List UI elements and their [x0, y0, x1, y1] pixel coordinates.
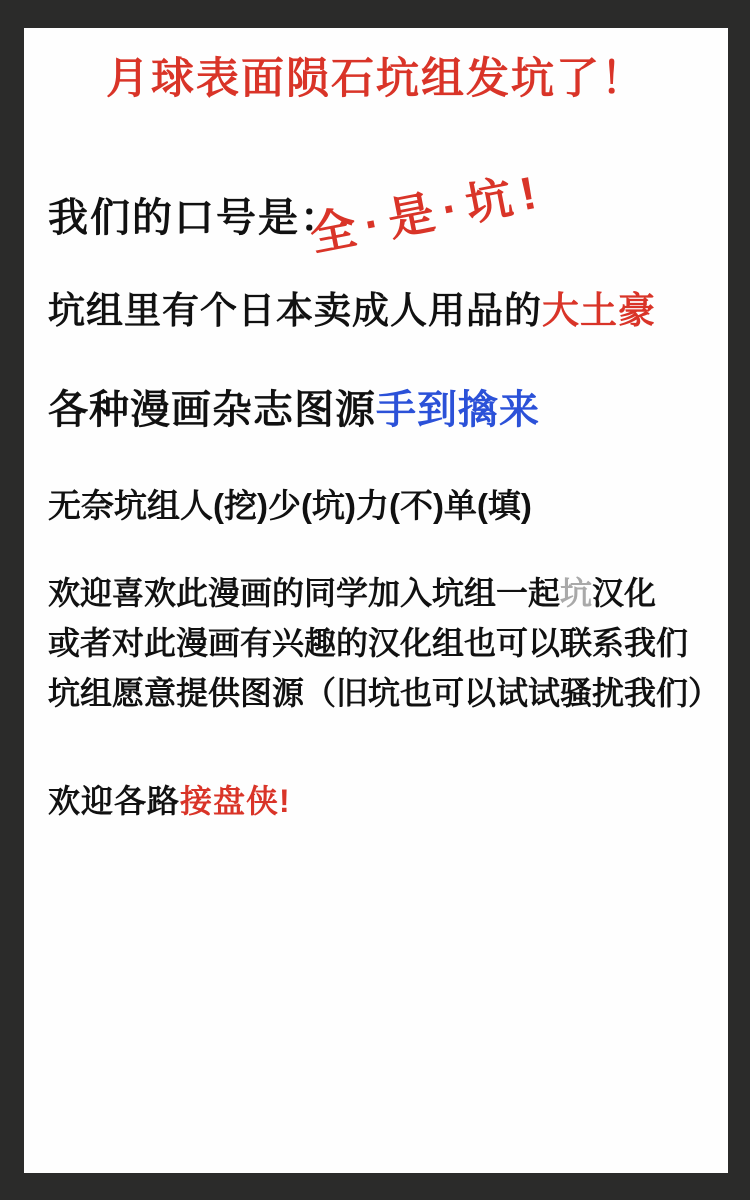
paragraph-line-1-gray-char: 坑 [560, 575, 593, 611]
paragraph-line-1 [48, 568, 720, 618]
footer-welcome-line [48, 782, 291, 820]
page-title: 月球表面陨石坑组发坑了！ [106, 55, 646, 103]
line-rich-highlight: 大土豪 [542, 290, 656, 331]
paragraph-line-1-post: 汉化 [592, 575, 657, 611]
line-shorthanded-pun: 无奈坑组人(挖)少(坑)力(不)单(填) [48, 487, 532, 524]
slogan-prefix: 我们的口号是： [48, 196, 342, 240]
footer-text: 欢迎各路 [48, 783, 181, 819]
slogan-highlight: 全·是·坑! [305, 164, 550, 261]
paragraph-line-3: 坑组愿意提供图源（旧坑也可以试试骚扰我们） [48, 675, 721, 711]
recruitment-paragraph [48, 568, 720, 718]
line-magazine-source [48, 386, 540, 434]
line-source-text: 各种漫画杂志图源 [48, 388, 376, 432]
line-rich-text: 坑组里有个日本卖成人用品的 [48, 290, 542, 331]
footer-highlight: 接盘侠! [180, 783, 291, 819]
notice-page [24, 28, 728, 1173]
line-rich-patron [48, 289, 656, 333]
paragraph-line-1-pre: 欢迎喜欢此漫画的同学加入坑组一起 [48, 575, 561, 611]
paragraph-line-2: 或者对此漫画有兴趣的汉化组也可以联系我们 [48, 625, 689, 661]
line-source-highlight: 手到擒来 [376, 388, 540, 432]
